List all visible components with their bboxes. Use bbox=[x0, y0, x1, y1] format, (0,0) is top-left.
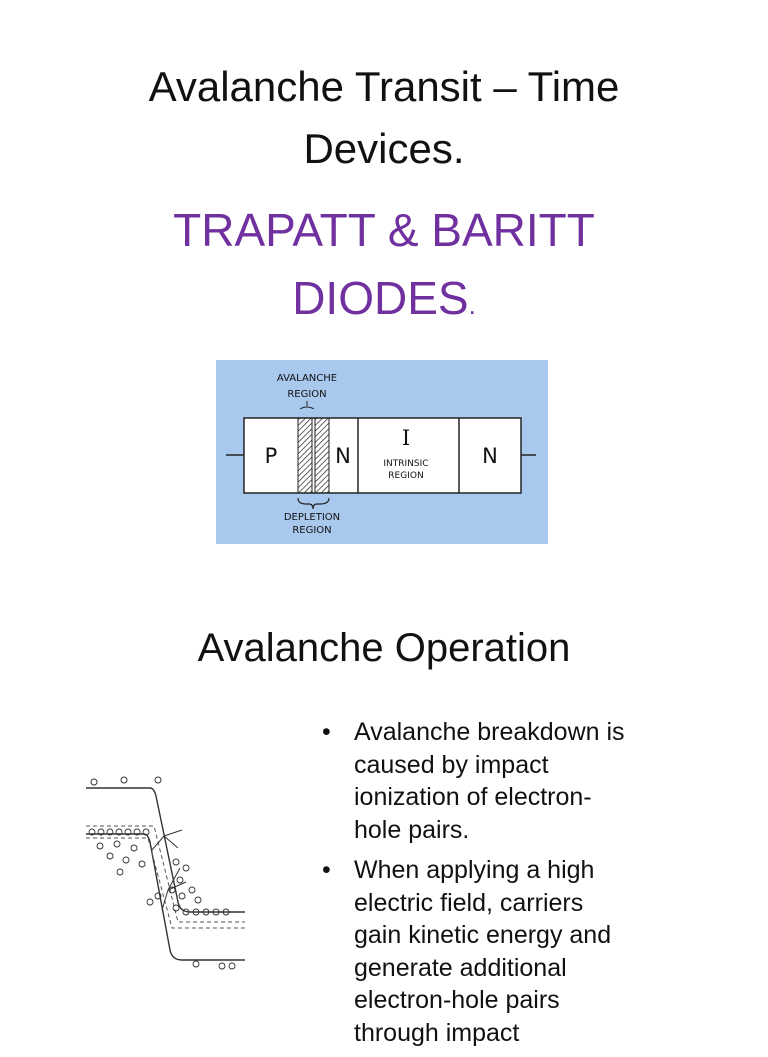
bullet-2-line-5: electron-hole pairs bbox=[354, 986, 560, 1014]
title-line-2: Devices. bbox=[303, 125, 465, 172]
bullet-2-line-4: generate additional bbox=[354, 953, 567, 982]
subtitle-line-1: TRAPATT & BARITT bbox=[173, 204, 595, 256]
bullet-1-line-4: hole pairs. bbox=[354, 815, 470, 844]
energy-band-svg bbox=[82, 772, 252, 982]
region-p-label: P bbox=[264, 444, 278, 468]
subtitle-dot: . bbox=[468, 290, 476, 320]
slide-title bbox=[0, 56, 768, 180]
bullet-item-2 bbox=[322, 854, 742, 1049]
region-i-label: I bbox=[401, 426, 411, 450]
avalanche-indicator bbox=[300, 401, 314, 409]
avalanche-strip-right bbox=[315, 418, 329, 493]
conduction-band-edge bbox=[86, 788, 245, 912]
bullet-2-line-3: gain kinetic energy and bbox=[354, 921, 612, 949]
intrinsic-label-line-2: REGION bbox=[388, 471, 424, 481]
section-heading: Avalanche Operation bbox=[197, 626, 571, 670]
subtitle-line-2-text: DIODES bbox=[292, 272, 469, 324]
bullet-2-line-1: When applying a high bbox=[354, 856, 595, 884]
operation-bullets bbox=[322, 716, 742, 1057]
bullet-dot-1: • bbox=[322, 718, 331, 746]
depletion-brace bbox=[298, 498, 329, 509]
energy-band-illustration bbox=[82, 772, 252, 982]
bullet-item-1 bbox=[322, 716, 742, 846]
depletion-label-line-1: DEPLETION bbox=[283, 512, 341, 523]
diode-structure-diagram bbox=[216, 360, 548, 544]
region-n2-label: N bbox=[482, 444, 498, 468]
intrinsic-label-line-1: INTRINSIC bbox=[383, 459, 429, 469]
bullet-1-line-2: caused by impact bbox=[354, 750, 549, 779]
top-electrons bbox=[91, 777, 161, 785]
avalanche-label-line-2: REGION bbox=[287, 389, 327, 400]
avalanche-label-line-1: AVALANCHE bbox=[276, 373, 338, 384]
fermi-level-right bbox=[86, 838, 245, 928]
diode-body bbox=[244, 418, 521, 493]
region-n1-label: N bbox=[335, 444, 351, 468]
bullet-2-line-2: electric field, carriers bbox=[354, 888, 584, 917]
carrier-cluster bbox=[89, 829, 235, 969]
bullet-1-line-1: Avalanche breakdown is bbox=[354, 718, 625, 746]
title-line-1: Avalanche Transit – Time bbox=[148, 63, 620, 110]
bullet-1-line-3: ionization of electron- bbox=[354, 783, 592, 811]
slide-subtitle bbox=[0, 196, 768, 339]
diode-structure-svg bbox=[216, 360, 548, 544]
bullet-2-line-6: through impact bbox=[354, 1018, 520, 1047]
bullet-dot-2: • bbox=[322, 856, 331, 884]
subtitle-line-2 bbox=[0, 264, 768, 339]
depletion-label-line-2: REGION bbox=[292, 525, 332, 536]
avalanche-strip-left bbox=[298, 418, 312, 493]
ionization-arrows bbox=[152, 830, 186, 910]
